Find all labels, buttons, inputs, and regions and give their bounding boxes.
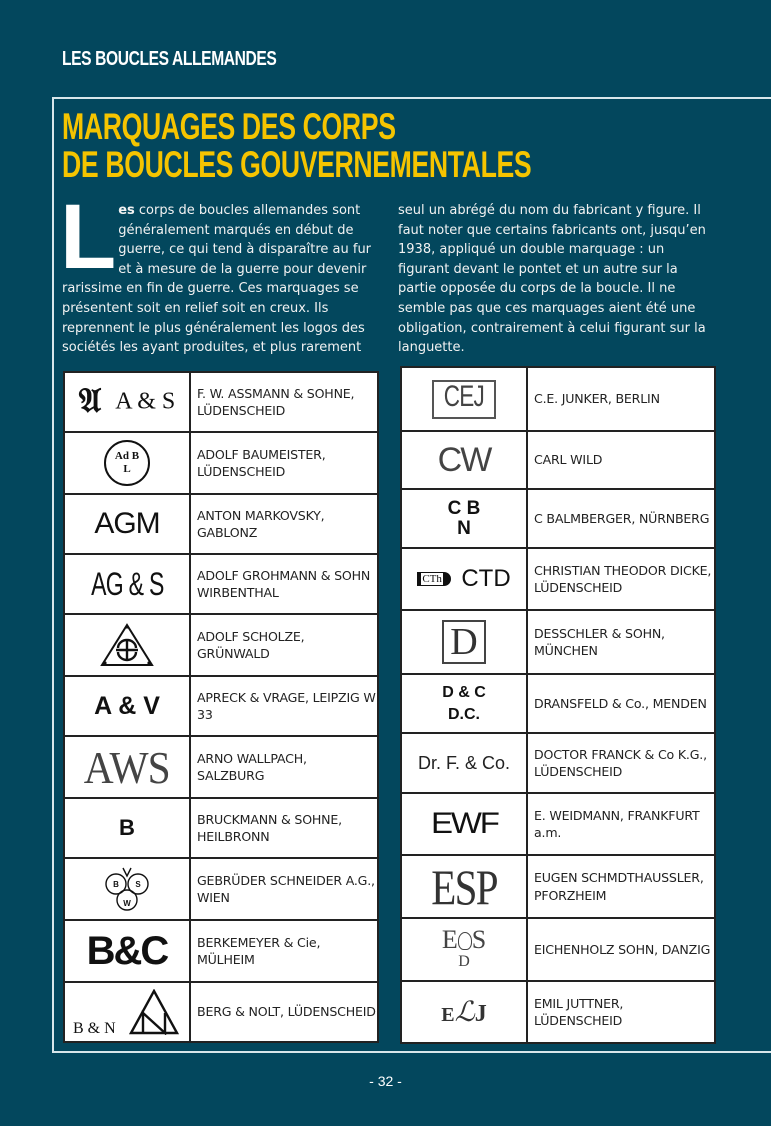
logo-cell [401,674,527,733]
logo-cell [401,548,527,610]
logo-cell [64,736,190,798]
maker-name: C BALMBERGER, NÜRNBERG [527,489,715,548]
logo-text: A & S [115,388,176,415]
logo-cell [64,676,190,736]
drop-cap: L [60,186,117,288]
maker-name: DOCTOR FRANCK & Co K.G., LÜDENSCHEID [527,733,715,793]
maker-name: ARNO WALLPACH, SALZBURG [190,736,378,798]
intro-text-1: corps de boucles allemandes sont généralement marqués en début de guerre, ce qui tend à disparaître au fur et à mesure de la guerre pour devenir rarissime en fin de guerre. Ces marquages se présentent soit en relief soit en creux. Ils reprennent le plus généralement les logos des sociétés les ayant produites, et plus rarement [62,203,372,356]
maker-name: ADOLF GROHMANN & SOHN WIRBENTHAL [190,554,378,614]
table-row [401,793,715,855]
logo-text: B&C [86,928,168,973]
table-row [64,982,378,1042]
logo-cell [64,614,190,676]
acorn-glyph [458,932,472,950]
trefoil-letter-w: W [123,899,131,908]
logo-cell [64,554,190,614]
trefoil-letter-b: B [113,880,119,889]
maker-name: ANTON MARKOVSKY, GABLONZ [190,494,378,554]
script-l-glyph: ℒ [454,997,475,1028]
logo-text: D & C [442,683,486,701]
logo-text: CW [437,440,491,479]
logo-text-2: D [458,952,470,970]
table-row [401,674,715,733]
logo-cell [401,733,527,793]
table-row [401,489,715,548]
table-row [64,494,378,554]
logo-cell [64,982,190,1042]
intro-column-2 [398,201,718,358]
maker-name: ADOLF SCHOLZE, GRÜNWALD [190,614,378,676]
logo-cell [401,793,527,855]
trefoil-bsw-icon [103,866,151,912]
maker-name: E. WEIDMANN, FRANKFURT a.m. [527,793,715,855]
logo-cell [401,918,527,981]
gothic-a-icon: 𝔄 [78,383,102,420]
logo-text: E [441,924,458,954]
logo-cell [401,367,527,431]
table-row [64,736,378,798]
logo-cell [401,981,527,1043]
intro-column-1 [60,186,380,358]
logo-text: Dr. F. & Co. [417,752,511,773]
maker-name: BERG & NOLT, LÜDENSCHEID [190,982,378,1042]
logo-cell [401,610,527,674]
cth-d-icon [417,572,451,586]
table-row [401,367,715,431]
table-row [64,676,378,736]
maker-name: BRUCKMANN & SOHNE, HEILBRONN [190,798,378,858]
logo-cell [401,489,527,548]
maker-name: CHRISTIAN THEODOR DICKE, LÜDENSCHEID [527,548,715,610]
table-row [64,798,378,858]
intro-text-2: seul un abrégé du nom du fabricant y figure. Il faut noter que certains fabricants ont, jusqu’en 1938, appliqué un double marquage : un figurant devant le pontet et un autre sur la partie opposée du corps de la boucle. Il ne semble pas que ces marquages aient été une obligation, contrairement à celui figurant sur la languette. [398,203,706,356]
trefoil-letter-s: S [135,880,141,889]
logo-text: AG & S [90,565,164,602]
logo-text: AGM [94,507,160,540]
maker-name: ADOLF BAUMEISTER, LÜDENSCHEID [190,432,378,494]
logo-text: E [441,1004,455,1026]
script-l-monogram-icon [441,995,487,1029]
logo-cell [64,858,190,920]
logo-cell [64,920,190,982]
table-row [64,614,378,676]
table-row [64,372,378,432]
maker-name: GEBRÜDER SCHNEIDER A.G., WIEN [190,858,378,920]
logo-text: B [119,815,135,840]
logo-text: Ad B [114,450,140,462]
maker-name: CARL WILD [527,431,715,489]
logo-text: A & V [94,691,160,720]
logo-text: C B [447,497,481,519]
circle-badge-icon [104,440,150,486]
logo-cell [401,431,527,489]
table-row [64,920,378,982]
boxed-d-icon [442,620,486,664]
article-title [62,108,531,184]
triangle-monogram-icon [99,622,155,668]
logo-text: ESP [431,858,497,915]
logo-cell [64,494,190,554]
mountain-n-icon [129,989,179,1035]
maker-name: C.E. JUNKER, BERLIN [527,367,715,431]
logo-text-2: D.C. [448,705,480,723]
logo-text-b: J [474,1001,487,1027]
maker-name: EMIL JUTTNER, LÜDENSCHEID [527,981,715,1043]
maker-name: DRANSFELD & Co., MENDEN [527,674,715,733]
logo-cell [64,798,190,858]
maker-name: EUGEN SCHMDTHAUSSLER, PFORZHEIM [527,855,715,918]
logo-text: D [450,621,478,663]
logo-cell [64,432,190,494]
maker-name: APRECK & VRAGE, LEIPZIG W 33 [190,676,378,736]
logo-cell [64,372,190,432]
logo-text: CTD [461,565,511,592]
markings-table-left [63,371,379,1043]
maker-name: DESSCHLER & SOHN, MÜNCHEN [527,610,715,674]
logo-text: EWF [430,807,498,840]
logo-text: AWS [83,741,170,793]
logo-text-b: S [471,924,487,954]
logo-text-2: L [123,463,131,475]
table-row [401,733,715,793]
table-row [401,610,715,674]
maker-name: F. W. ASSMANN & SOHNE, LÜDENSCHEID [190,372,378,432]
boxed-text-icon [432,380,496,419]
markings-table-right [400,366,716,1044]
title-line-1: MARQUAGES DES CORPS [62,106,396,147]
logo-text: CEJ [443,379,485,413]
table-row [401,431,715,489]
table-row [64,858,378,920]
logo-text-2: N [457,517,471,539]
logo-text: B & N [73,1020,116,1037]
table-row [64,432,378,494]
logo-small-text: CTh [422,573,442,585]
maker-name: BERKEMEYER & Cie, MÜLHEIM [190,920,378,982]
table-row [401,981,715,1043]
maker-name: EICHENHOLZ SOHN, DANZIG [527,918,715,981]
table-row [401,855,715,918]
title-line-2: DE BOUCLES GOUVERNEMENTALES [62,144,532,185]
page-number: - 32 - [369,1073,402,1089]
section-label: LES BOUCLES ALLEMANDES [62,48,277,70]
logo-cell [401,855,527,918]
intro-lead: es [118,203,135,218]
table-row [64,554,378,614]
acorn-monogram-icon [441,924,487,970]
table-row [401,548,715,610]
table-row [401,918,715,981]
